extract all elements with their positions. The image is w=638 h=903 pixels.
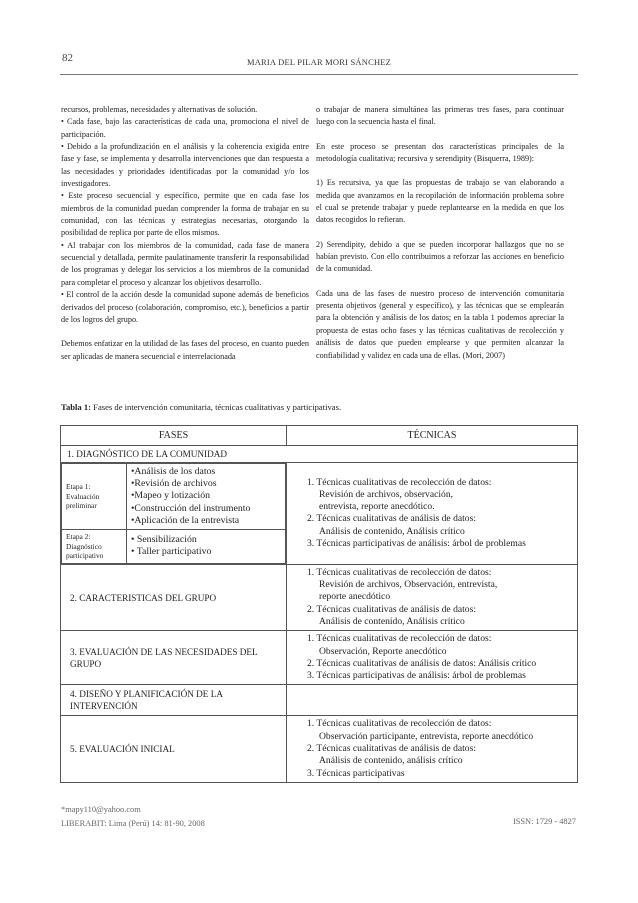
stage1-item: •Aplicación de la entrevista xyxy=(131,514,240,526)
right-paragraph: o trabajar de manera simultánea las primeras tres fases, para continuar luego con la secuencia hasta el final. xyxy=(316,105,564,127)
phase1-tech xyxy=(287,463,578,565)
technique-line: 3. Técnicas participativas xyxy=(307,767,405,779)
right-gap xyxy=(316,276,564,288)
left-paragraph: Debemos enfatizar en la utilidad de las fases del proceso, en cuanto pueden ser aplicadas de manera secuencial e interrelacionada xyxy=(61,339,309,361)
technique-line: 2. Técnicas cualitativas de análisis de datos: xyxy=(307,743,476,755)
stage1-item: •Revisión de archivos xyxy=(131,478,217,490)
left-paragraph: • Al trabajar con los miembros de la comunidad, cada fase de manera secuencial y detallada, permite paulatinamente transferir la responsabilidad de los programas y delegar los servicios a los miembros de la comunidad para completar el proceso y alcanzar los objetivos desarrollo. xyxy=(61,240,309,287)
footer-left xyxy=(61,803,205,831)
table-caption-label: Tabla 1: xyxy=(61,402,92,412)
stage2-label: Etapa 2: Diagnóstico participativo xyxy=(62,530,127,564)
technique-line: Análisis de contenido, Análisis crítico xyxy=(319,525,465,537)
phase5-tech xyxy=(287,716,578,782)
technique-line: 2. Técnicas cualitativas de análisis de datos: xyxy=(307,513,476,525)
technique-line: Análisis de contenido, análisis crítico xyxy=(319,755,463,767)
table-caption xyxy=(61,402,341,412)
header-tecnicas: TÉCNICAS xyxy=(287,426,578,446)
technique-line: Revisión de archivos, Observación, entrevista, xyxy=(319,579,498,591)
right-paragraph: 2) Serendipity, debido a que se pueden incorporar hallazgos que no se habían previsto. Con ello contribuimos a reforzar las acciones en beneficio de la comunidad. xyxy=(316,239,564,274)
running-head: MARIA DEL PILAR MORI SÁNCHEZ xyxy=(246,57,392,67)
stages-table xyxy=(61,463,286,564)
technique-line: Análisis de contenido, Análisis crítico xyxy=(319,615,465,627)
left-paragraph: • Cada fase, bajo las características de cada una, promociona el nivel de participación. xyxy=(61,117,309,139)
right-paragraph: Cada una de las fases de nuestro proceso de intervención comunitaria presenta objetivos (general y específico), y las técnicas que se emplearán para la obtención y análisis de los datos; en la tabla 1 podemos apreciar la propuesta de estas ocho fases y las técnicas cualitativas de recolección y análisis de datos que pueden emplearse y que permiten alcanzar la confiabilidad y validez en cada una de ellas. (Mori, 2007) xyxy=(316,288,564,360)
stage1-item: •Mapeo y lotización xyxy=(131,490,211,502)
technique-line: entrevista, reporte anecdótico. xyxy=(319,501,435,513)
stage1-row xyxy=(62,464,286,530)
stage2-items xyxy=(127,530,286,564)
table-caption-text: Fases de intervención comunitaria, técnicas cualitativas y participativas. xyxy=(91,402,342,412)
footer-issn: ISSN: 1729 - 4827 xyxy=(512,817,576,826)
technique-line: Observación, Reporte anecdótico xyxy=(319,645,447,657)
technique-line: Observación participante, entrevista, reporte anecdótico xyxy=(319,730,534,742)
right-column xyxy=(316,104,564,362)
phase2-tech xyxy=(287,564,578,630)
phase1-row xyxy=(61,446,578,463)
right-paragraph: 1) Es recursiva, ya que las propuestas de trabajo se van elaborando a medida que avanzamos en la recopilación de información problema sobre el cual se pretende trabajar y puede replantearse en la medida en que los datos recogidos lo refieran. xyxy=(316,178,564,225)
technique-line: 1. Técnicas cualitativas de recolección de datos: xyxy=(307,566,492,578)
technique-line: 1. Técnicas cualitativas de recolección de datos: xyxy=(307,633,492,645)
page-number: 82 xyxy=(62,52,73,64)
phase2-row xyxy=(61,564,578,630)
stage2-item: • Taller participativo xyxy=(131,546,212,558)
technique-line: 1. Técnicas cualitativas de recolección de datos: xyxy=(307,718,492,730)
table-header-row xyxy=(61,426,578,446)
left-paragraph: • Debido a la profundización en el análisis y la coherencia exigida entre fase y fase, se implementa y desarrolla intervenciones que dan respuesta a las necesidades y prioridades identificadas por la comunidad y/o los investigadores. xyxy=(61,142,309,189)
stage2-row xyxy=(62,530,286,564)
phase4-row xyxy=(61,685,578,716)
phase3-row xyxy=(61,631,578,685)
phase5-row xyxy=(61,716,578,782)
stage1-items xyxy=(127,464,286,530)
technique-line: 1. Técnicas cualitativas de recolección de datos: xyxy=(307,476,492,488)
phase4-title: 4. DISEÑO Y PLANIFICACIÓN DE LA INTERVENCIÓN xyxy=(61,685,287,716)
footer-email: *mapy110@yahoo.com xyxy=(61,805,141,814)
technique-line: 3. Técnicas participativas de análisis: árbol de problemas xyxy=(307,670,526,682)
left-paragraph: • El control de la acción desde la comunidad supone además de beneficios derivados del proceso (colaboración, compromiso, etc.), beneficios a partir de los logros del grupo. xyxy=(61,290,309,324)
left-column xyxy=(61,104,309,363)
stage1-item: •Análisis de los datos xyxy=(131,466,216,477)
phase3-tech xyxy=(287,631,578,685)
header-fases: FASES xyxy=(61,426,287,446)
technique-line: Revisión de archivos, observación, xyxy=(319,488,454,500)
phase1-title: 1. DIAGNÓSTICO DE LA COMUNIDAD xyxy=(61,446,578,463)
technique-line: reporte anecdótico xyxy=(319,591,391,603)
left-paragraph: recursos, problemas, necesidades y alternativas de solución. xyxy=(61,105,258,114)
right-gap xyxy=(316,129,564,141)
phase2-title: 2. CARACTERISTICAS DEL GRUPO xyxy=(61,564,287,630)
phase3-title: 3. EVALUACIÓN DE LAS NECESIDADES DEL GRUPO xyxy=(61,631,287,685)
stage1-item: •Construcción del instrumento xyxy=(131,502,251,514)
right-gap xyxy=(316,165,564,177)
footer-journal: LIBERABIT: Lima (Perú) 14: 81-90, 2008 xyxy=(61,819,205,828)
right-gap xyxy=(316,227,564,239)
phases-table xyxy=(60,425,578,783)
phase4-tech xyxy=(287,685,578,716)
stage1-label: Etapa 1: Evaluación preliminar xyxy=(62,464,127,530)
phase5-title: 5. EVALUACIÓN INICIAL xyxy=(61,716,287,782)
technique-line: 2. Técnicas cualitativas de análisis de datos: xyxy=(307,603,476,615)
technique-line: 3. Técnicas participativas de análisis: árbol de problemas xyxy=(307,537,526,549)
stage2-item: • Sensibilización xyxy=(131,534,197,546)
header-rule xyxy=(60,74,578,75)
phase1-detail-row xyxy=(61,463,578,565)
left-paragraph: • Este proceso secuencial y específico, permite que en cada fase los miembros de la comunidad puedan comprender la forma de trabajar en su comunidad, con las técnicas y estrategias necesarias, otorgando la posibilidad de replica por parte de ellos mismos. xyxy=(61,191,309,238)
left-gap xyxy=(61,326,309,338)
technique-line: 2. Técnicas cualitativas de análisis de datos: Análisis crítico xyxy=(307,657,537,669)
right-paragraph: En este proceso se presentan dos características principales de la metodología cualitativa; recursiva y serendipity (Bisquerra, 1989): xyxy=(316,141,564,164)
phase1-stages xyxy=(61,463,287,565)
